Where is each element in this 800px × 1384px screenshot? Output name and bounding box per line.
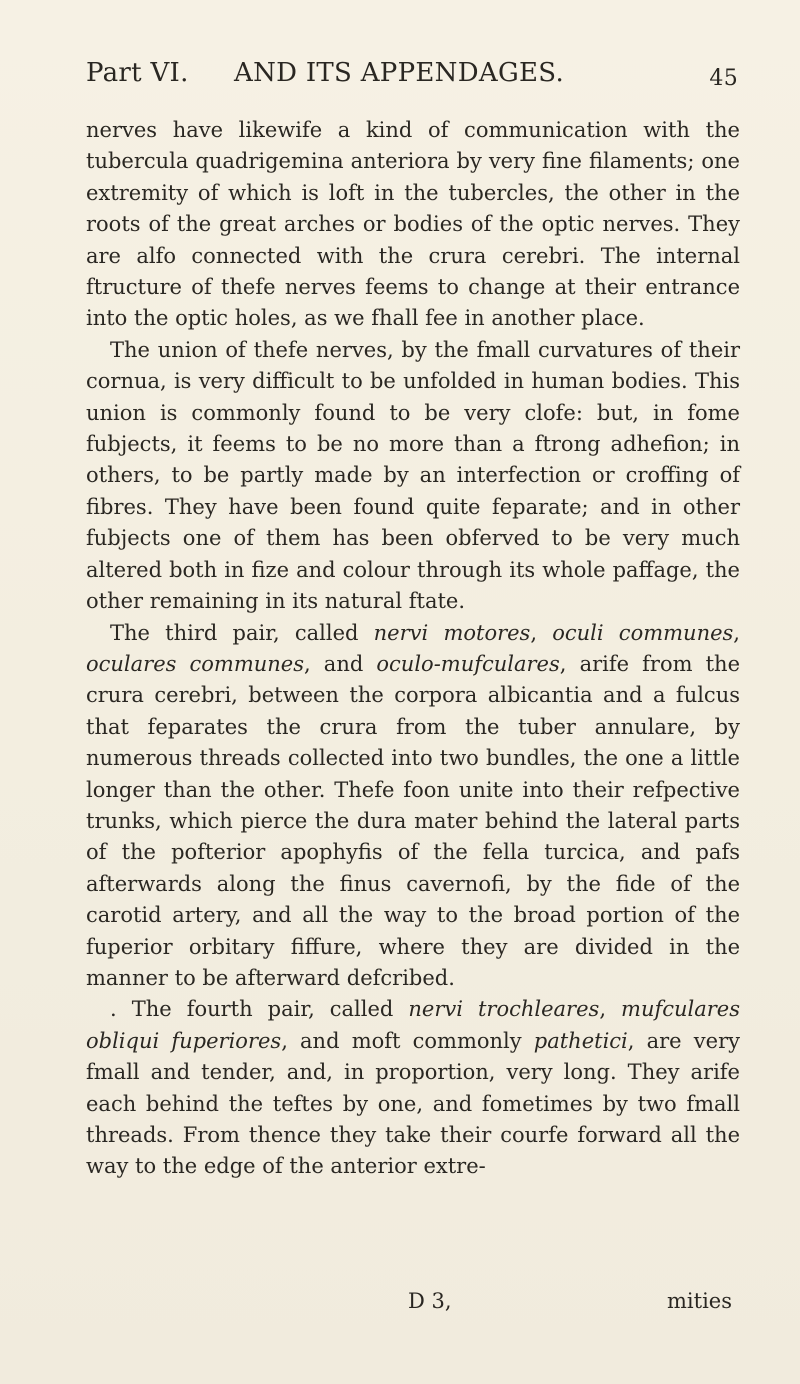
paragraph (86, 994, 740, 1182)
italic-term: nervi motores (373, 620, 531, 645)
running-title: AND ITS APPENDAGES. (234, 58, 565, 88)
text-run: , are very fmall and tender, and, in proportion, very long. They arife each behind the teftes by one, and fometimes by two fmall threads. From thence they take their courfe forward all the way to the edge of the anterior extre- (86, 1028, 740, 1179)
body-text (86, 115, 740, 1183)
text-run: , (530, 620, 553, 645)
italic-term: nervi trochleares (408, 997, 600, 1022)
italic-term: oculo-mufculares (376, 651, 560, 676)
text-run: , (733, 620, 740, 645)
italic-term: oculi communes (552, 620, 734, 645)
text-run: , and moft commonly (281, 1028, 534, 1053)
text-run: , and (304, 651, 377, 676)
text-run: The union of thefe nerves, by the fmall curvatures of their cornua, is very difficult to be unfolded in human bodies. This union is commonly found to be very clofe: but, in fome fubjects, it feems to be no more than a ftrong adhefion; in others, to be partly made by an interfection or croffing of fibres. They have been found quite feparate; and in other fubjects one of them has been obferved to be very much altered both in fize and colour through its whole paffage, the other remaining in its natural ftate. (86, 337, 740, 614)
paragraph (86, 618, 740, 995)
part-label: Part VI. (86, 58, 189, 88)
text-run: The third pair, called (110, 620, 374, 645)
italic-term: pathetici (533, 1028, 628, 1053)
text-run: , arife from the crura cerebri, between the corpora albicantia and a fulcus that feparates the crura from the tuber annulare, by numerous threads collected into two bundles, the one a little longer than the other. Thefe foon unite into their refpective trunks, which pierce the dura mater behind the lateral parts of the pofterior apophyfis of the fella turcica, and pafs afterwards along the finus cavernofi, by the fide of the carotid artery, and all the way to the broad portion of the fuperior orbitary fiffure, where they are divided in the manner to be afterward defcribed. (86, 651, 741, 990)
text-run: , (599, 997, 622, 1022)
signature-mark: D 3, (408, 1289, 452, 1313)
page-number: 45 (709, 66, 738, 91)
italic-term: oculares communes (86, 651, 305, 676)
catchword: mities (667, 1289, 732, 1313)
paragraph (86, 335, 740, 618)
text-run: . The fourth pair, called (110, 997, 409, 1022)
text-run: nerves have likewife a kind of communication with the tubercula quadrigemina anteriora by very fine filaments; one extremity of which is loft in the tubercles, the other in the roots of the great arches or bodies of the optic nerves. They are alfo connected with the crura cerebri. The internal ftructure of thefe nerves feems to change at their entrance into the optic holes, as we fhall fee in another place. (86, 118, 740, 331)
paragraph (86, 115, 740, 335)
italic-term: mufculares obliqui fuperiores (86, 997, 741, 1053)
